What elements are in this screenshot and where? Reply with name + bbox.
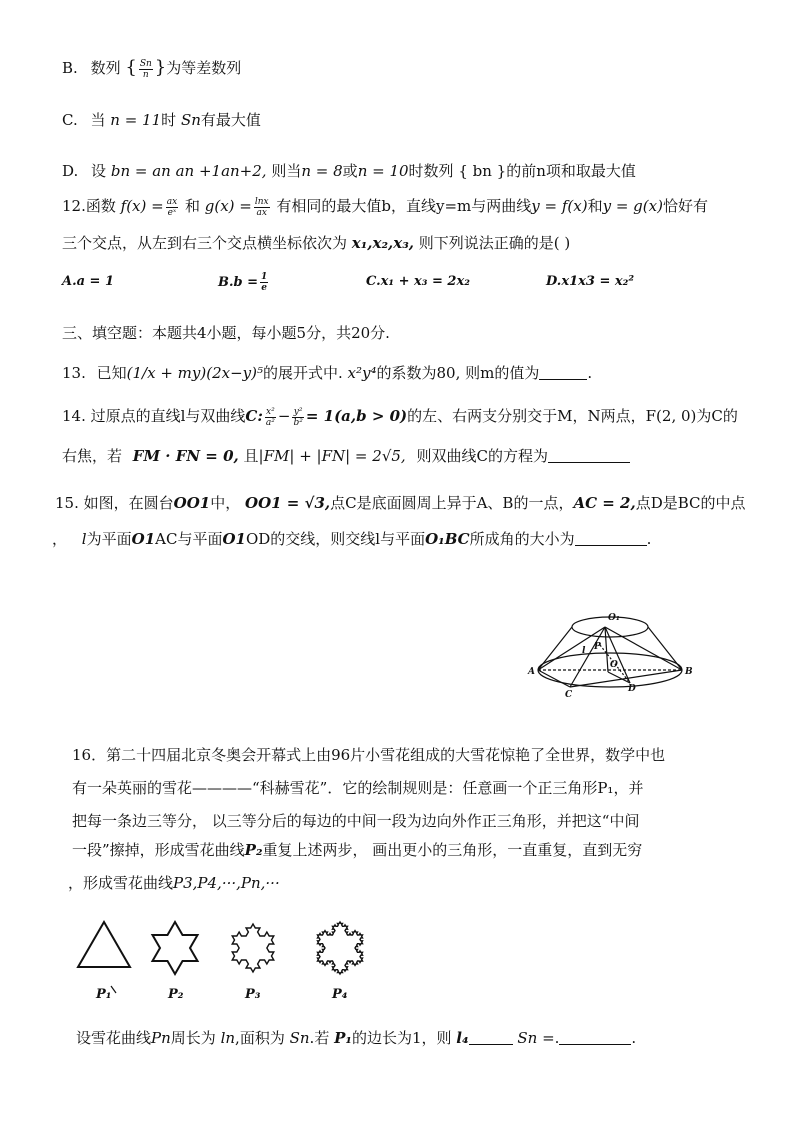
- koch-p4: [317, 922, 362, 974]
- q15-line2: ， l为平面O1AC与平面O1OD的交线，则交线l与平面O₁BC所成角的大小为 .: [52, 530, 652, 548]
- caption-p3: P₃: [245, 987, 261, 1002]
- label-c: C: [565, 690, 573, 700]
- q16-line4: 一段”擦掉，形成雪花曲线P₂重复上述两步， 画出更小的三角形，一直重复，直到无穷: [72, 841, 643, 859]
- q12-option-d: D.x1x3 = x₂²: [546, 274, 635, 289]
- option-b: B. 数列 { $\frac{Sn}{n}$ }为等差数列: [62, 57, 242, 80]
- caption-p2: P₂: [168, 987, 184, 1002]
- q12-option-b: B.b = $\frac{1}{e}$: [218, 272, 268, 293]
- koch-figures: [70, 912, 390, 1007]
- label-p: P: [594, 642, 601, 652]
- caption-p1: P₁: [96, 987, 112, 1002]
- q16-line1: 16．第二十四届北京冬奥会开幕式上由96片小雪花组成的大雪花惊艳了全世界，数学中也: [72, 746, 666, 764]
- q12-option-a: A.a = 1: [62, 274, 115, 289]
- q12-line1: 12.函数 f(x) = $\frac{ax}{\text{eˣ}}$ 和 g(x) = $\frac{\ln x}{ax}$ 有相同的最大值b，直线y=m与两曲线y = f(x)和y = g(x)恰好有: [62, 196, 708, 218]
- label-a: A: [528, 667, 535, 677]
- koch-p3: [232, 924, 274, 972]
- option-d: D. 设 bn = an an +1an+2, 则当n = 8或n = 10时数列 { bn }的前n项和取最大值: [62, 162, 636, 180]
- q16-line5: ，形成雪花曲线P3,P4,···,Pn,···: [68, 874, 280, 892]
- frustum-figure: [520, 605, 700, 705]
- label-o1: O₁: [608, 613, 620, 623]
- label-d: D: [628, 684, 636, 694]
- caption-p4: P₄: [332, 987, 348, 1002]
- q15-line1: 15. 如图，在圆台OO1中， OO1 = √3,点C是底面圆周上异于A、B的一点，AC = 2,点D是BC的中点: [55, 494, 746, 512]
- q12-line2: 三个交点，从左到右三个交点横坐标依次为 x₁,x₂,x₃, 则下列说法正确的是( ): [62, 234, 571, 252]
- q12-option-c: C.x₁ + x₃ = 2x₂: [366, 274, 470, 289]
- koch-p1: [78, 922, 130, 967]
- label-l: l: [582, 646, 586, 656]
- koch-p2: [152, 922, 197, 974]
- label-o: O: [610, 660, 618, 670]
- q13: 13. 已知(1/x + my)(2x−y)⁵的展开式中. x²y⁴的系数为80, 则m的值为 .: [62, 364, 593, 382]
- q14-line1: 14. 过原点的直线l与双曲线C: $\frac{\text{x²}}{\text{a²}}$ − $\frac{\text{y²}}{\text{b²}}$ = 1(a,b > 0)的左、右两支分别交于M，N两点，F(2, 0)为C的: [62, 406, 738, 428]
- q16-line2: 有一朵英丽的雪花————“科赫雪花”．它的绘制规则是：任意画一个正三角形P₁，并: [72, 779, 644, 797]
- option-c: C. 当 n = 11时 Sn有最大值: [62, 111, 261, 129]
- label-b: B: [685, 667, 693, 677]
- q14-line2: 右焦，若 FM · FN = 0, 且|FM| + |FN| = 2√5, 则双曲线C的方程为: [62, 446, 630, 466]
- section-heading: 三、填空题：本题共4小题，每小题5分，共20分.: [62, 324, 390, 342]
- q16-last-line: 设雪花曲线Pn周长为 ln,面积为 Sn.若 P₁的边长为1，则 l₄ Sn =. .: [76, 1029, 637, 1047]
- q16-line3: 把每一条边三等分， 以三等分后的每边的中间一段为边向外作正三角形，并把这“中间: [72, 812, 640, 830]
